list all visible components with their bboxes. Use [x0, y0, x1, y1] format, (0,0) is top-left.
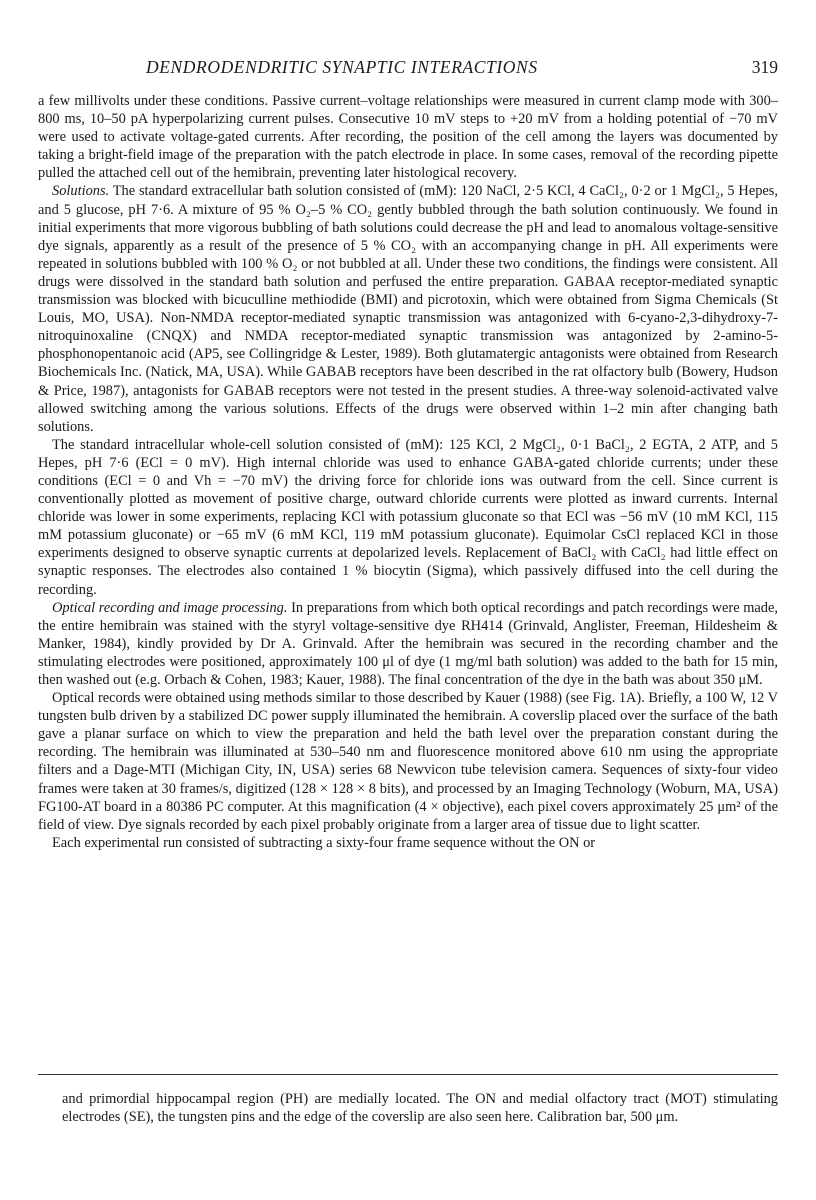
page-body: [38, 58, 778, 852]
paragraph-intracellular-solution: The standard intracellular whole-cell solution consisted of (mM): 125 KCl, 2 MgCl₂, 0·1 BaCl₂, 2 EGTA, 2 ATP, and 5 Hepes, pH 7·6 (ECl = 0 mV). High internal chloride was used to enhance GABA-gated chloride currents; under these conditions (ECl = 0 and Vh = −70 mV) the driving force for chloride ions was outward from the cell. Since current is conventionally plotted as movement of positive charge, outward chloride currents were plotted as inward currents. Internal chloride was lower in some experiments, replacing KCl with potassium gluconate so that ECl was −56 mV (10 mM KCl, 115 mM potassium gluconate) or −65 mV (6 mM KCl, 119 mM potassium gluconate). Equimolar CsCl replaced KCl in those experiments designed to observe synaptic currents at depolarized levels. Replacement of BaCl₂ with CaCl₂ had little effect on synaptic responses. The electrodes also contained 1 % biocytin (Sigma), which passively diffused into the cell during the recording.: [38, 436, 778, 598]
figure-caption: and primordial hippocampal region (PH) are medially located. The ON and medial olfactory tract (MOT) stimulating electrodes (SE), the tungsten pins and the edge of the coverslip are also seen here. Calibration bar, 500 μm.: [62, 1091, 778, 1126]
section-runin-optical-recording: Optical recording and image processing.: [52, 599, 288, 616]
running-header: [38, 58, 778, 80]
paragraph-solutions: [38, 182, 778, 435]
paragraph-methods-continued: a few millivolts under these conditions. Passive current–voltage relationships were measured in current clamp mode with 300–800 ms, 10–50 pA hyperpolarizing current pulses. Consecutive 10 mV steps to +20 mV from a holding potential of −70 mV were used to activate voltage-gated currents. After recording, the position of the cell among the layers was documented by taking a bright-field image of the preparation with the patch electrode in place. In some cases, removal of the recording pipette pulled the attached cell out of the hemibrain, preventing later histological recovery.: [38, 93, 778, 182]
paragraph-experimental-run: Each experimental run consisted of subtracting a sixty-four frame sequence without the ON or: [52, 834, 596, 851]
paragraph-optical-recording: [38, 599, 778, 689]
paragraph-optical-methods: Optical records were obtained using methods similar to those described by Kauer (1988) (see Fig. 1A). Briefly, a 100 W, 12 V tungsten bulb driven by a stabilized DC power supply illuminated the hemibrain. A coverslip placed over the surface of the bath gave a planar surface on which to view the preparation and held the bath level over the preparation constant during the recording. The hemibrain was illuminated at 530–540 nm and fluorescence monitored above 610 nm using the appropriate filters and a Dage-MTI (Michigan City, IN, USA) series 68 Newvicon tube television camera. Sequences of sixty-four video frames were taken at 30 frames/s, digitized (128 × 128 × 8 bits), and processed by an Imaging Technology (Woburn, MA, USA) FG100-AT board in a 80386 PC computer. At this magnification (4 × objective), each pixel covers approximately 25 μm² of the field of view. Dye signals recorded by each pixel probably originate from a larger area of tissue due to light scatter.: [38, 690, 778, 833]
paragraph-solutions-text: The standard extracellular bath solution consisted of (mM): 120 NaCl, 2·5 KCl, 4 CaCl₂, 0·2 or 1 MgCl₂, 5 Hepes, and 5 glucose, pH 7·6. A mixture of 95 % O₂–5 % CO₂ gently bubbled through the bath solution continuously. We found in initial experiments that more vigorous bubbling of bath solutions could decrease the pH and lead to anomalous voltage-sensitive dye signals, apparently as a result of the presence of 5 % CO₂ with an accompanying change in pH. All experiments were repeated in solutions bubbled with 100 % O₂ or not bubbled at all. Under these two conditions, the findings were consistent. All drugs were dissolved in the standard bath solution and perfused the entire preparation. GABAA receptor-mediated synaptic transmission was blocked with bicuculline methiodide (BMI) and picrotoxin, which were obtained from Sigma Chemicals (St Louis, MO, USA). Non-NMDA receptor-mediated synaptic transmission was antagonized with 6-cyano-2,3-dihydroxy-7-nitroquinoxaline (CNQX) and NMDA receptor-mediated synaptic transmission was antagonized by 2-amino-5-phosphonopentanoic acid (AP5, see Collingridge & Lester, 1989). Both glutamatergic antagonists were obtained from Research Biochemicals Inc. (Natick, MA, USA). While GABAB receptors have been described in the rat olfactory bulb (Bowery, Hudson & Price, 1987), antagonists for GABAB receptors were not tested in the present studies. A three-way solenoid-activated valve allowed switching among the various solutions. Effects of the drugs were observed within 1–2 min after changing bath solutions.: [38, 183, 778, 435]
footnote-divider: [38, 1074, 778, 1075]
section-runin-solutions: Solutions.: [52, 183, 110, 200]
paragraph-optical-recording-text: In preparations from which both optical recordings and patch recordings were made, the entire hemibrain was stained with the styryl voltage-sensitive dye RH414 (Grinvald, Anglister, Freeman, Hildesheim & Manker, 1984), kindly provided by Dr A. Grinvald. After the hemibrain was secured in the recording chamber and the stimulating electrodes were positioned, approximately 100 μl of dye (1 mg/ml bath solution) was added to the bath for 15 min, then washed out (e.g. Orbach & Cohen, 1983; Kauer, 1988). The final concentration of the dye in the bath was about 350 μM.: [38, 599, 778, 688]
running-title: DENDRODENDRITIC SYNAPTIC INTERACTIONS: [146, 57, 538, 77]
page-number: 319: [751, 57, 778, 77]
